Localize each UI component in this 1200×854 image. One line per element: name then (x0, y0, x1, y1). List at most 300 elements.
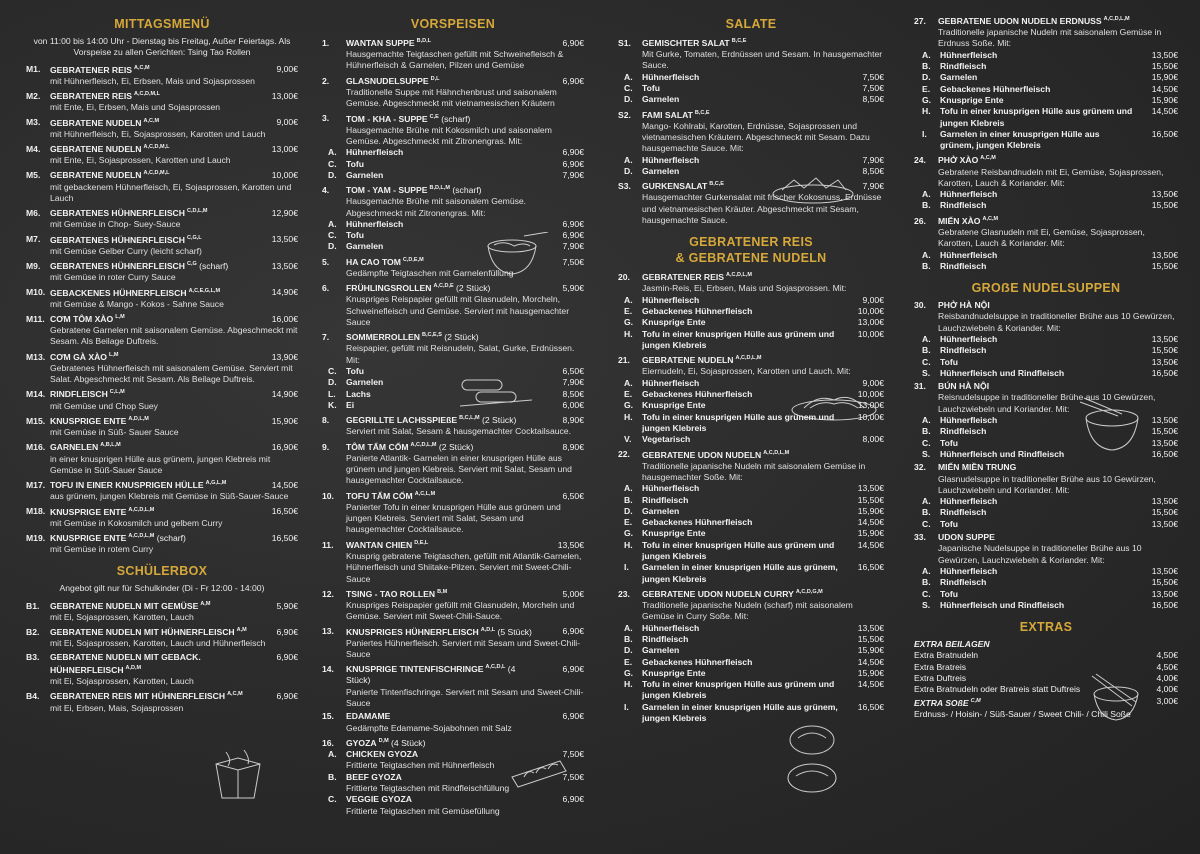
item-option (618, 645, 884, 656)
item-option (914, 50, 1178, 61)
item-price: 5,90€ (562, 283, 584, 294)
option-price: 16,50€ (857, 562, 884, 573)
option-letter: E. (624, 389, 633, 400)
extra-price: 4,50€ (1156, 650, 1178, 661)
option-price: 8,50€ (862, 165, 884, 176)
item-header (914, 300, 1178, 311)
option-name: Tofu in einer knusprigen Hülle aus grünem und jungen Klebreis (642, 679, 835, 701)
menu-item (26, 233, 298, 257)
item-description: Hausgemachter Gurkensalat mit frischer Kokosnuss, Erdnüsse und vietnamesischen Kräuter. Abgeschmeckt mit Sesam, hausgemachte Sauce. (642, 192, 882, 226)
item-name-text: KNUSPRIGE TINTENFISCHRINGE (346, 664, 484, 675)
item-name-text: GEMISCHTER SALAT (642, 37, 730, 48)
noodle-plate-sketch (788, 390, 880, 424)
option-name: Garnelen (642, 645, 680, 656)
item-header (26, 414, 298, 427)
item-price: 6,90€ (562, 626, 584, 637)
item-name-text: GEBRATENER REIS (50, 90, 132, 101)
item-header (26, 440, 298, 453)
option-price: 13,00€ (857, 400, 884, 411)
item-number: 14. (322, 664, 334, 675)
item-note: (scharf) (449, 185, 482, 195)
item-header (914, 381, 1178, 392)
extra-price: 4,50€ (1156, 661, 1178, 672)
item-option (322, 159, 584, 170)
item-price: 6,90€ (562, 711, 584, 722)
item-description: mit gebackenem Hühnerfleisch, Ei, Sojasprossen, Karotten und Lauch (50, 181, 292, 203)
allergen-tag: A,C,D,L,M (128, 506, 155, 513)
item-option (322, 400, 584, 411)
item-name (346, 440, 540, 453)
item-header (322, 736, 584, 749)
gyoza-sketch (510, 757, 568, 791)
item-description: mit Hühnerfleisch, Ei, Sojasprossen, Karotten und Lauch (50, 128, 266, 139)
item-option (618, 679, 884, 702)
item-name (50, 168, 254, 181)
item-description: mit Ei, Sojasprossen, Karotten, Lauch (50, 676, 194, 687)
menu-item (26, 63, 298, 87)
option-name: Gebackenes Hühnerfleisch (940, 83, 1051, 94)
menu-item (26, 652, 298, 688)
section-title-soups: GROẞE NUDELSUPPEN (971, 281, 1121, 296)
option-name: BEEF GYOZA (346, 771, 402, 782)
extra-name: Extra Bratnudeln oder Bratreis statt Duftreis (914, 684, 1081, 695)
item-number: M16. (26, 442, 46, 453)
allergen-tag: B,C,E,S (422, 332, 442, 339)
option-letter: D. (328, 169, 337, 180)
option-description: Frittierte Teigtaschen mit Hühnerfleisch (346, 760, 495, 771)
option-price: 8,50€ (862, 94, 884, 105)
option-description: Frittierte Teigtaschen mit Gemüsefüllung (346, 805, 500, 816)
allergen-tag: B,D,L,M (429, 185, 450, 192)
item-number: M18. (26, 506, 46, 517)
item-name (50, 286, 254, 299)
item-name (346, 74, 540, 87)
column-salads-fried (618, 14, 884, 726)
option-letter: A. (624, 377, 633, 388)
item-name-text: TOFU IN EINER KNUSPRIGEN HÜLLE (50, 479, 204, 490)
option-name: CHICKEN GYOZA (346, 749, 419, 760)
option-price: 6,90€ (562, 147, 584, 158)
item-name (50, 233, 254, 246)
item-number: 10. (322, 490, 334, 501)
option-letter: D. (624, 645, 633, 656)
item-header (322, 281, 584, 294)
option-letter: I. (624, 562, 629, 573)
item-description: Eiernudeln, Ei, Sojasprossen, Karotten und Lauch. Mit: (642, 366, 851, 377)
item-name (938, 532, 1178, 543)
item-header (914, 532, 1178, 543)
option-name: Tofu (346, 366, 364, 377)
item-name (938, 381, 1178, 392)
item-header (26, 63, 298, 76)
item-name (938, 462, 1178, 473)
item-price: 6,90€ (562, 37, 584, 48)
item-name-text: MIẾN XÀO (938, 215, 981, 226)
item-name-text: GEBRATENE UDON NUDELN ERDNUSS (938, 15, 1102, 26)
menu-item (914, 14, 1178, 151)
item-price: 7,50€ (562, 256, 584, 267)
option-price: 13,50€ (1151, 437, 1178, 448)
item-header (26, 312, 298, 325)
option-price: 8,00€ (862, 434, 884, 445)
item-name-text: FAMI SALAT (642, 109, 693, 120)
item-option (322, 366, 584, 377)
option-price: 10,00€ (857, 328, 884, 339)
item-name-text: WANTAN SUPPE (346, 37, 415, 48)
item-header (914, 14, 1178, 27)
item-name-text: GEBRATENER REIS (642, 272, 724, 283)
item-number: M5. (26, 170, 41, 181)
item-name-text: TOFU TẨM CỐM (346, 490, 413, 501)
option-name: Tofu (940, 356, 958, 367)
option-letter: S. (922, 367, 931, 378)
item-header (26, 478, 298, 491)
item-name-text: GEBRATENES HÜHNERFLEISCH (50, 208, 185, 219)
item-option (618, 317, 884, 328)
item-option (914, 106, 1178, 129)
extra-name: Extra Bratreis (914, 661, 967, 672)
item-name-text: TSING - TAO ROLLEN (346, 588, 436, 599)
option-letter: G. (922, 94, 932, 105)
option-name: Hühnerfleisch und Rindfleisch (940, 448, 1065, 459)
option-price: 15,50€ (1151, 577, 1178, 588)
option-price: 13,00€ (857, 317, 884, 328)
item-description: Knuspriges Reispapier gefüllt mit Glasnudeln, Morcheln und Gemüse. Serviert mit Sweet-Chili-Sauce. (346, 599, 575, 622)
item-number: 1. (322, 37, 330, 48)
item-header (914, 462, 1178, 473)
item-number: 20. (618, 272, 630, 283)
option-name: Gebackenes Hühnerfleisch (642, 389, 753, 400)
item-number: M3. (26, 117, 41, 128)
item-price: 12,90€ (271, 208, 298, 219)
item-number: 11. (322, 539, 334, 550)
option-name: Hühnerfleisch (642, 154, 700, 165)
item-price: 6,50€ (562, 490, 584, 501)
item-name (50, 206, 254, 219)
option-name: Garnelen in einer knusprigen Hülle aus grünem, jungen Klebreis (642, 562, 838, 584)
option-price: 15,50€ (1151, 200, 1178, 211)
item-option (618, 623, 884, 634)
item-name-text: GEBRATENE NUDELN (50, 143, 142, 154)
option-price: 7,90€ (562, 241, 584, 252)
option-price: 14,50€ (857, 656, 884, 667)
option-name: Gebackenes Hühnerfleisch (642, 517, 753, 528)
section-title-salads: SALATE (725, 17, 777, 31)
item-header (618, 353, 884, 366)
option-price: 16,50€ (1151, 367, 1178, 378)
option-price: 7,90€ (862, 154, 884, 165)
item-number: 21. (618, 355, 630, 366)
item-price: 13,00€ (271, 90, 298, 101)
item-name-text: GEBRATENE NUDELN MIT HÜHNERFLEISCH (50, 627, 235, 638)
menu-item (26, 259, 298, 283)
item-name-text: MIẾN MIỀN TRUNG (938, 462, 1017, 473)
item-description: mit Gemüse & Mango - Kokos - Sahne Sauce (50, 298, 224, 309)
item-number: 7. (322, 332, 330, 343)
item-name (50, 142, 254, 155)
option-name: Garnelen (642, 94, 680, 105)
item-name-text: GEBRATENER REIS (50, 64, 132, 75)
option-price: 15,50€ (1151, 61, 1178, 72)
item-number: 26. (914, 215, 926, 226)
item-description: Traditionelle japanische Nudeln (scharf) mit saisonalem Gemüse in Curry Soße. Mit: (642, 600, 853, 622)
option-letter: E. (624, 306, 633, 317)
option-letter: B. (922, 200, 931, 211)
option-name: Hühnerfleisch (642, 483, 700, 494)
option-letter: H. (624, 539, 633, 550)
item-description: Traditionelle Suppe mit Hähnchenbrust und saisonalem Gemüse. Abgeschmeckt mit vietnamesischen Kräutern (346, 86, 557, 109)
option-name: Tofu in einer knusprigen Hülle aus grünem und jungen Klebreis (642, 328, 835, 350)
item-option (322, 377, 584, 388)
option-letter: B. (328, 771, 337, 782)
option-price: 13,50€ (1151, 588, 1178, 599)
schoolbox-intro: Angebot gilt nur für Schulkinder (Di - Fr 12:00 - 14:00) (59, 583, 265, 594)
option-name: Hühnerfleisch (940, 249, 998, 260)
item-option (914, 250, 1178, 261)
item-note: (2 Stück) (479, 415, 517, 426)
item-name (938, 214, 1178, 227)
allergen-tag: A,C,D,L,M (735, 355, 762, 362)
item-description: Serviert mit Salat, Sesam & hausgemachter Cocktailsauce. (346, 426, 571, 437)
item-header (322, 587, 584, 600)
option-price: 13,50€ (1151, 189, 1178, 200)
item-number: 32. (914, 462, 926, 473)
option-price: 13,50€ (1151, 518, 1178, 529)
item-name (50, 89, 254, 102)
option-name: Ei (346, 399, 355, 410)
item-price: 6,90€ (562, 664, 584, 675)
menu-item (322, 330, 584, 411)
soup-bowl-sketch (484, 232, 550, 278)
option-price: 15,50€ (1151, 507, 1178, 518)
allergen-tag: A,C,M (227, 691, 243, 698)
option-price: 15,90€ (1151, 94, 1178, 105)
allergen-tag: A,C,D,L,M (725, 272, 752, 279)
allergen-tag: C,G,L (186, 234, 202, 241)
option-name: Rindfleisch (940, 345, 987, 356)
option-name: Tofu in einer knusprigen Hülle aus grünem und jungen Klebreis (642, 539, 835, 562)
option-price: 7,50€ (862, 71, 884, 82)
option-price: 15,50€ (857, 633, 884, 644)
option-price: 15,90€ (857, 645, 884, 656)
item-description: Hausgemachte Brühe mit saisonalem Gemüse. Abgeschmeckt mit Zitronengras. Mit: (346, 196, 527, 218)
option-letter: C. (922, 356, 931, 367)
item-number: S1. (618, 37, 631, 48)
menu-item (914, 462, 1178, 530)
menu-item (26, 414, 298, 438)
option-letter: E. (624, 656, 633, 667)
option-name: Hühnerfleisch (346, 147, 404, 158)
menu-item (26, 387, 298, 411)
option-name: Gebackenes Hühnerfleisch (642, 656, 753, 667)
item-header (26, 652, 298, 676)
option-name: Hühnerfleisch (642, 622, 700, 633)
option-letter: G. (624, 667, 634, 678)
item-option (914, 519, 1178, 530)
item-option (618, 483, 884, 494)
item-price: 5,90€ (276, 600, 298, 611)
item-description: Mit Gurke, Tomaten, Erdnüssen und Sesam. In hausgemachter Sauce. (642, 49, 883, 71)
item-note: (scharf) (196, 260, 229, 271)
option-letter: B. (922, 260, 931, 271)
item-price: 10,00€ (271, 170, 298, 181)
option-letter: S. (922, 599, 931, 610)
allergen-tag: B,M (437, 588, 448, 595)
option-letter: C. (328, 230, 337, 241)
item-name (642, 353, 884, 366)
option-letter: A. (328, 218, 337, 229)
item-number: M15. (26, 415, 46, 426)
item-name (50, 440, 254, 453)
option-letter: B. (922, 61, 931, 72)
allergen-tag: A,C,D,M,L (143, 143, 170, 150)
option-letter: V. (624, 434, 632, 445)
item-header (26, 286, 298, 299)
allergen-tag: A,M (200, 600, 211, 607)
option-letter: B. (922, 345, 931, 356)
item-number: M10. (26, 287, 46, 298)
item-name (642, 36, 884, 49)
curry-bowl-sketch (784, 722, 840, 796)
section-title-fried-line1: GEBRATENER REIS (689, 235, 813, 250)
item-option (914, 496, 1178, 507)
item-number: B3. (26, 651, 40, 662)
option-letter: L. (328, 388, 336, 399)
item-description: Traditionelle japanische Nudeln mit saisonalem Gemüse in hausgemachter Soße. Mit: (642, 460, 866, 482)
item-name (346, 538, 540, 551)
item-option (914, 61, 1178, 72)
item-name-text: GEBRATENES HÜHNERFLEISCH (50, 260, 185, 271)
item-note: (5 Stück) (495, 626, 532, 637)
item-name-text: GEBRATENE NUDELN (50, 170, 142, 181)
allergen-tag: C,M (970, 697, 981, 704)
option-letter: D. (922, 72, 931, 83)
item-header (26, 206, 298, 219)
menu-item (26, 599, 298, 623)
option-letter: I. (922, 128, 927, 139)
allergen-tag: D,M (378, 737, 389, 744)
item-description: Panierte Tintenfischringe. Serviert mit Sesam und Sweet-Chili-Sauce (346, 686, 584, 709)
item-price: 16,90€ (271, 442, 298, 453)
item-header (322, 330, 584, 343)
option-name: Hühnerfleisch (940, 189, 998, 200)
item-header (322, 625, 584, 638)
item-option (914, 129, 1178, 152)
item-header (618, 108, 884, 121)
menu-item (618, 36, 884, 106)
item-option (618, 155, 884, 166)
menu-item (914, 214, 1178, 272)
option-letter: K. (328, 399, 337, 410)
item-header (322, 538, 584, 551)
option-price: 7,50€ (562, 749, 584, 760)
item-option (914, 357, 1178, 368)
item-header (26, 89, 298, 102)
item-description: mit Ente, Ei, Erbsen, Mais und Sojasprossen (50, 102, 221, 113)
menu-item (26, 350, 298, 386)
option-letter: G. (624, 317, 634, 328)
option-price: 7,90€ (562, 169, 584, 180)
item-number: M6. (26, 208, 41, 219)
item-name (50, 116, 254, 129)
item-description: Hausgemachte Brühe mit Kokosmilch und saisonalem Gemüse. Abgeschmeckt mit Zitronengras. Mit: (346, 124, 552, 146)
option-name: Lachs (346, 388, 371, 399)
item-description: Knuspriges Reispapier gefüllt mit Glasnudeln, Morcheln, Schweinefleisch und Gemüse. Serviert mit hausgemachter Sauce (346, 294, 570, 327)
option-price: 15,50€ (1151, 426, 1178, 437)
item-option (322, 170, 584, 181)
option-letter: A. (328, 147, 337, 158)
option-letter: D. (328, 377, 337, 388)
item-number: M1. (26, 64, 41, 75)
item-option (618, 329, 884, 352)
item-name-text: FRÜHLINGSROLLEN (346, 283, 432, 294)
item-name (938, 300, 1178, 311)
option-name: Knusprige Ente (642, 400, 706, 411)
menu-item (322, 36, 584, 72)
menu-item (322, 587, 584, 623)
item-description: Panierter Tofu in einer knusprigen Hülle aus grünem und jungen Klebreis. Serviert mit Salat, Sesam und hausgemachter Cocktailsauce. (346, 501, 561, 535)
menu-item (26, 440, 298, 476)
option-name: Tofu (940, 437, 958, 448)
menu-item (26, 531, 298, 555)
allergen-tag: C,E (429, 113, 439, 120)
item-option (914, 368, 1178, 379)
item-header (914, 214, 1178, 227)
udon-bowl-sketch (1088, 672, 1144, 722)
option-price: 15,50€ (857, 494, 884, 505)
item-name-text: BÚN HÀ NỘI (938, 381, 990, 392)
item-option (322, 219, 584, 230)
section-title-lunch: MITTAGSMENÜ (114, 17, 210, 31)
item-description: in einer knusprigen Hülle aus grünem, jungen Klebreis mit Gemüse in Süß-Sauer Sauce (50, 453, 271, 475)
column-starters (322, 14, 584, 819)
item-name (50, 350, 254, 363)
allergen-tag: C,D,E,M (402, 256, 424, 263)
option-letter: C. (922, 518, 931, 529)
item-name-text: KNUSPRIGES HÜHNERFLEISCH (346, 626, 479, 637)
item-number: 2. (322, 75, 330, 86)
item-header (26, 259, 298, 272)
item-header (26, 505, 298, 518)
option-letter: A. (624, 294, 633, 305)
item-name (50, 689, 254, 702)
item-number: 5. (322, 256, 330, 267)
option-name: Rindfleisch (940, 577, 987, 588)
option-name: Rindfleisch (940, 507, 987, 518)
item-option (914, 261, 1178, 272)
menu-item (618, 108, 884, 178)
option-name: Hühnerfleisch und Rindfleisch (940, 367, 1065, 378)
extra-row (914, 650, 1178, 661)
menu-item (914, 532, 1178, 611)
item-price: 13,50€ (271, 260, 298, 271)
option-name: Garnelen in einer knusprigen Hülle aus grünem, jungen Klebreis (642, 701, 838, 724)
option-description: Frittierte Teigtaschen mit Rindfleischfüllung (346, 783, 510, 793)
option-letter: A. (922, 189, 931, 200)
option-price: 10,00€ (857, 306, 884, 317)
item-option (618, 540, 884, 563)
item-number: M19. (26, 532, 46, 543)
item-price: 15,90€ (271, 415, 298, 426)
menu-item (26, 286, 298, 310)
item-option (914, 507, 1178, 518)
allergen-tag: L,M (115, 313, 125, 320)
item-number: 4. (322, 185, 330, 195)
item-number: 22. (618, 449, 630, 460)
option-letter: B. (922, 577, 931, 588)
item-header (322, 183, 584, 196)
item-name (346, 413, 540, 426)
